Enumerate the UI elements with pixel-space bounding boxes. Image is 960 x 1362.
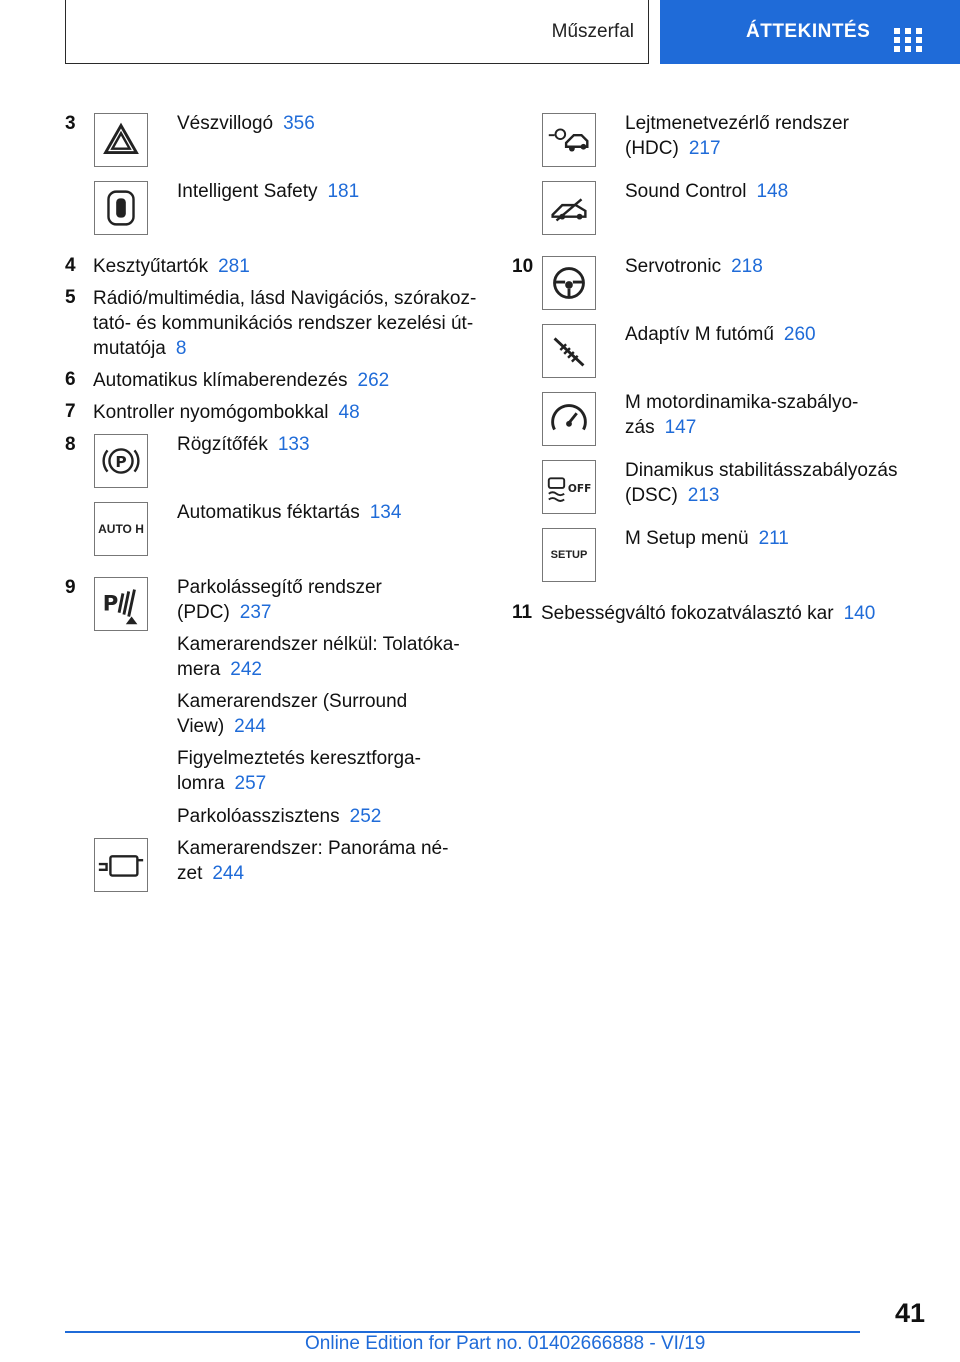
page-ref-link[interactable]: 356 bbox=[283, 113, 315, 134]
list-item: Automatikus féktartás 134 bbox=[177, 502, 402, 523]
list-item: Parkolássegítő rendszer (PDC) 237 bbox=[177, 577, 382, 623]
page-ref-link[interactable]: 252 bbox=[349, 806, 382, 827]
list-item: Sound Control 148 bbox=[625, 181, 789, 202]
parking-brake-icon bbox=[94, 434, 148, 488]
list-item: Automatikus klímaberendezés 262 bbox=[93, 370, 390, 391]
item-number: 6 bbox=[65, 369, 76, 390]
item-number: 5 bbox=[65, 287, 76, 308]
page-ref-link[interactable]: 262 bbox=[357, 370, 390, 391]
page-ref-link[interactable]: 257 bbox=[234, 773, 267, 794]
page-ref-link[interactable]: 181 bbox=[327, 181, 360, 202]
park-distance-control-icon bbox=[94, 577, 148, 631]
steering-wheel-icon bbox=[542, 256, 596, 310]
list-item: Parkolóasszisztens 252 bbox=[177, 806, 382, 827]
dsc-off-icon bbox=[542, 460, 596, 514]
page-ref-link[interactable]: 147 bbox=[664, 417, 697, 438]
hazard-warning-icon bbox=[94, 113, 148, 167]
page-ref-link[interactable]: 134 bbox=[369, 502, 402, 523]
item-number: 3 bbox=[65, 113, 76, 134]
m-setup-icon: SETUP bbox=[542, 528, 596, 582]
auto-hold-icon: AUTO H bbox=[94, 502, 148, 556]
page-ref-link[interactable]: 260 bbox=[783, 324, 816, 345]
page-ref-link[interactable]: 244 bbox=[234, 716, 266, 737]
section-title: Műszerfal bbox=[551, 20, 634, 42]
list-item: Intelligent Safety 181 bbox=[177, 181, 360, 202]
list-item: Sebességváltó fokozatválasztó kar 140 bbox=[541, 603, 876, 624]
page-ref-link[interactable]: 218 bbox=[731, 256, 763, 277]
chapter-title: ÁTTEKINTÉS bbox=[746, 21, 871, 42]
engine-dynamics-icon bbox=[542, 392, 596, 446]
item-number: 10 bbox=[512, 256, 534, 277]
list-item: M Setup menü 211 bbox=[625, 528, 789, 549]
svg-text:P: P bbox=[115, 452, 127, 471]
list-item: Figyelmeztetés keresztforga- lomra 257 bbox=[177, 748, 421, 794]
item-number: 11 bbox=[512, 602, 533, 623]
adaptive-suspension-icon bbox=[542, 324, 596, 378]
list-item: Lejtmenetvezérlő rendszer (HDC) 217 bbox=[625, 113, 849, 159]
page-ref-link[interactable]: 237 bbox=[239, 602, 272, 623]
page-ref-link[interactable]: 211 bbox=[758, 528, 789, 549]
page-ref-link[interactable]: 217 bbox=[688, 138, 721, 159]
grid-menu-icon[interactable] bbox=[894, 28, 922, 52]
list-item: Rögzítőfék 133 bbox=[177, 434, 310, 455]
page-ref-link[interactable]: 213 bbox=[687, 485, 720, 506]
list-item: Kamerarendszer (Surround View) 244 bbox=[177, 691, 408, 737]
hill-descent-control-icon bbox=[542, 113, 596, 167]
intelligent-safety-icon bbox=[94, 181, 148, 235]
list-item: Kamerarendszer nélkül: Tolatóka- mera 242 bbox=[177, 634, 460, 680]
page-ref-link[interactable]: 48 bbox=[338, 402, 360, 423]
header-section bbox=[65, 0, 649, 64]
page-number: 41 bbox=[895, 1298, 926, 1328]
page-ref-link[interactable]: 244 bbox=[212, 863, 245, 884]
page-ref-link[interactable]: 8 bbox=[175, 338, 187, 359]
list-item: Kamerarendszer: Panoráma né- zet 244 bbox=[177, 838, 449, 884]
list-item: M motordinamika-szabályo- zás 147 bbox=[625, 392, 859, 438]
panorama-camera-icon bbox=[94, 838, 148, 892]
list-item: Vészvillogó 356 bbox=[177, 113, 315, 134]
list-item: Servotronic 218 bbox=[625, 256, 763, 277]
item-number: 7 bbox=[65, 401, 76, 422]
list-item: Dinamikus stabilitásszabályozás (DSC) 213 bbox=[625, 460, 898, 506]
list-item: Rádió/multimédia, lásd Navigációs, szórakoz- tató- és kommunikációs rendszer kezelési út- mutatója 8 bbox=[93, 288, 477, 359]
page-ref-link[interactable]: 242 bbox=[230, 659, 262, 680]
edition-footer: Online Edition for Part no. 01402666888 - VI/19 bbox=[305, 1333, 706, 1354]
list-item: Adaptív M futómű 260 bbox=[625, 324, 816, 345]
item-number: 8 bbox=[65, 434, 76, 455]
svg-text:P: P bbox=[102, 590, 119, 616]
list-item: Kesztyűtartók 281 bbox=[93, 256, 250, 277]
item-number: 9 bbox=[65, 577, 76, 598]
item-number: 4 bbox=[65, 255, 76, 276]
sound-control-icon bbox=[542, 181, 596, 235]
svg-text:OFF: OFF bbox=[567, 482, 592, 495]
list-item: Kontroller nyomógombokkal 48 bbox=[93, 402, 360, 423]
page-ref-link[interactable]: 148 bbox=[756, 181, 789, 202]
page-ref-link[interactable]: 140 bbox=[843, 603, 876, 624]
page-ref-link[interactable]: 281 bbox=[218, 256, 250, 277]
page-ref-link[interactable]: 133 bbox=[277, 434, 310, 455]
